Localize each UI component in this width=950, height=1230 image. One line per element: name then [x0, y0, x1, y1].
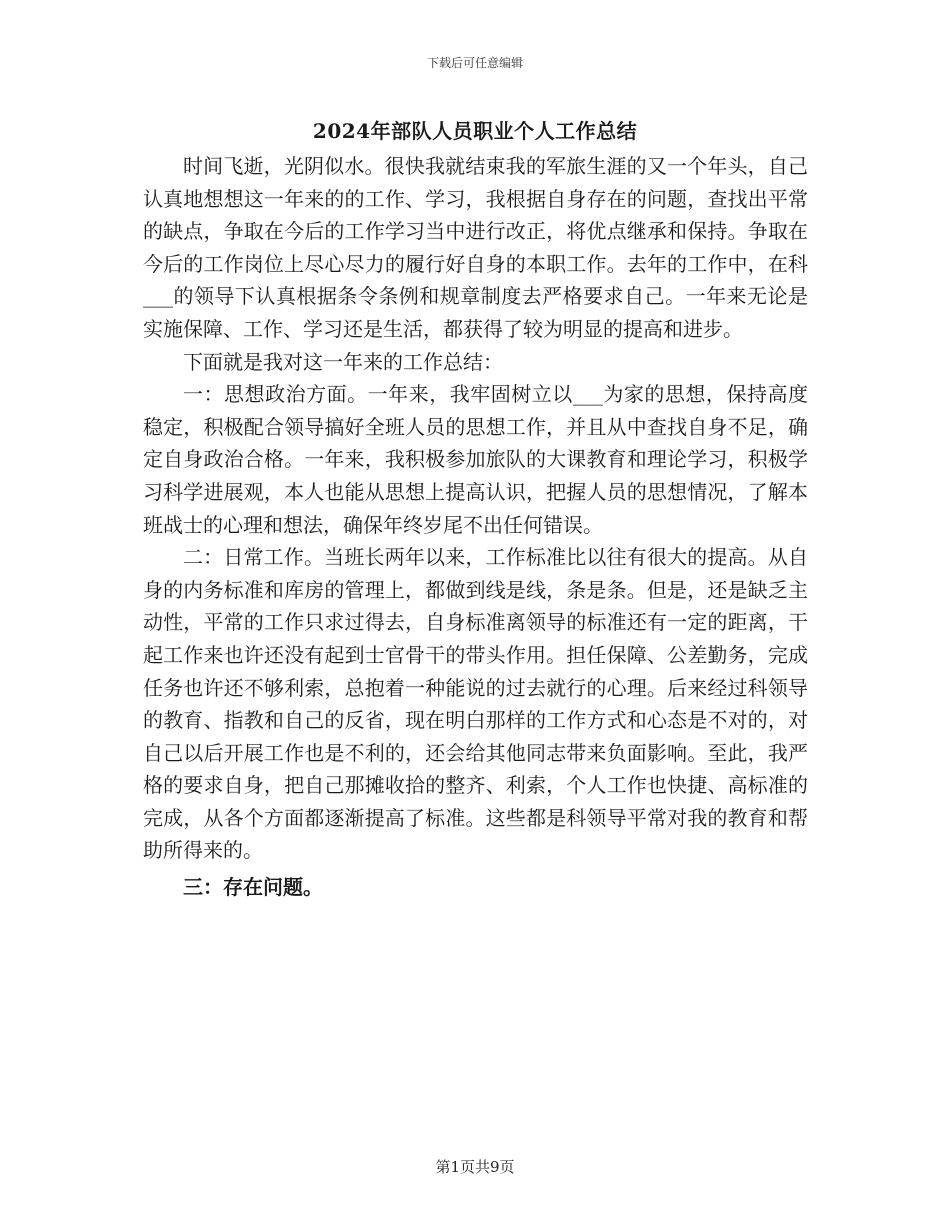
paragraph-political: 一：思想政治方面。一年来，我牢固树立以___为家的思想，保持高度稳定，积极配合领导搞好全班人员的思想工作，并且从中查找自身不足，确定自身政治合格。一年来，我积极参加旅队的大课教育和理论学习，积极学习科学进展观，本人也能从思想上提高认识，把握人员的思想情况，了解本班战士的心理和想法，确保年终岁尾不出任何错误。	[143, 382, 808, 537]
page-footer: 第1页共9页	[435, 1158, 515, 1176]
paragraph-intro: 时间飞逝，光阴似水。很快我就结束我的军旅生涯的又一个年头，自己认真地想想这一年来的的工作、学习，我根据自身存在的问题，查找出平常的缺点，争取在今后的工作学习当中进行改正，将优点继承和保持。争取在今后的工作岗位上尽心尽力的履行好自身的本职工作。去年的工作中，在科___的领导下认真根据条令条例和规章制度去严格要求自己。一年来无论是实施保障、工作、学习还是生活，都获得了较为明显的提高和进步。	[143, 154, 808, 341]
section-heading-problems: 三：存在问题。	[183, 875, 323, 900]
document-title: 2024年部队人员职业个人工作总结	[312, 119, 638, 143]
header-note: 下载后可任意编辑	[426, 56, 523, 70]
paragraph-summary-lead: 下面就是我对这一年来的工作总结：	[183, 349, 503, 374]
document-body	[143, 150, 808, 904]
paragraph-daily-work: 二：日常工作。当班长两年以来，工作标准比以往有很大的提高。从自身的内务标准和库房的管理上，都做到线是线，条是条。但是，还是缺乏主动性，平常的工作只求过得去，自身标准离领导的标准还有一定的距离，干起工作来也许还没有起到士官骨干的带头作用。担任保障、公差勤务，完成任务也许还不够利索，总抱着一种能说的过去就行的心理。后来经过科领导的教育、指教和自己的反省，现在明白那样的工作方式和心态是不对的，对自己以后开展工作也是不利的，还会给其他同志带来负面影响。至此，我严格的要求自身，把自己那摊收拾的整齐、利索，个人工作也快捷、高标准的完成，从各个方面都逐渐提高了标准。这些都是科领导平常对我的教育和帮助所得来的。	[143, 545, 808, 863]
